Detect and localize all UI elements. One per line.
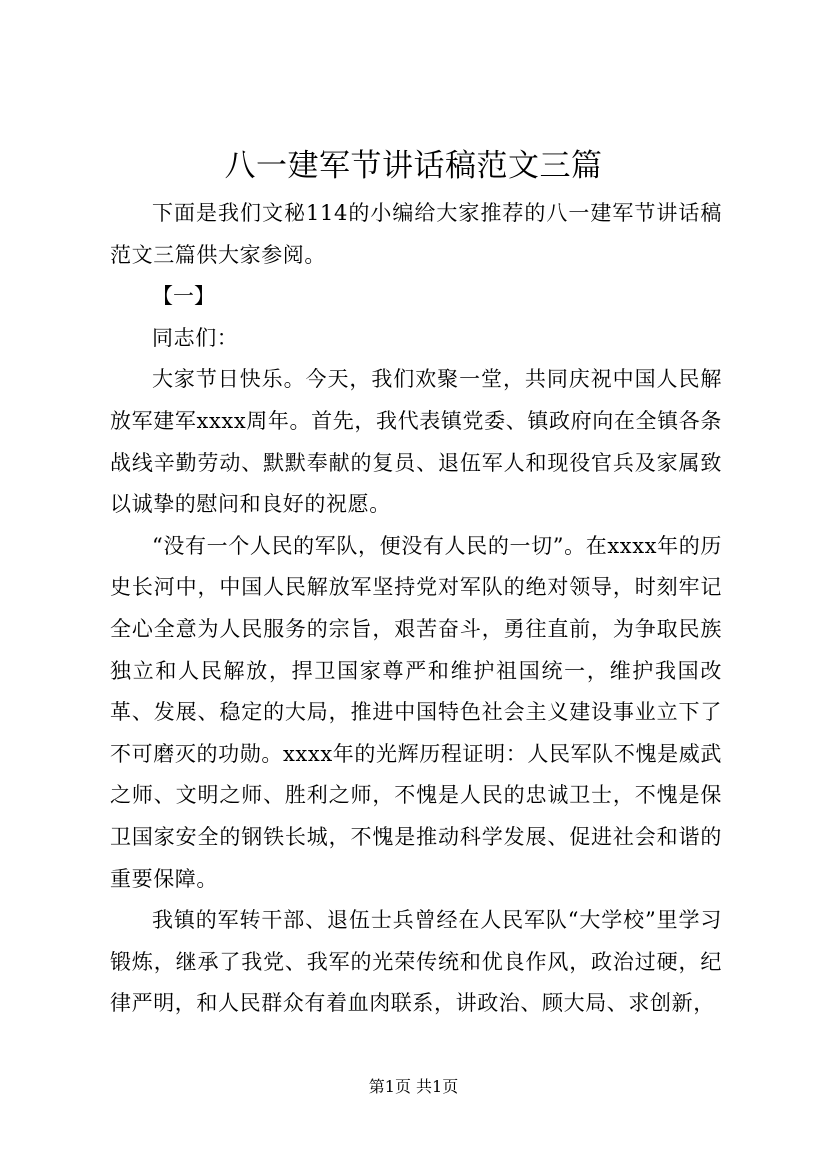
document-title: 八一建军节讲话稿范文三篇	[224, 148, 603, 184]
salutation: 同志们：	[152, 325, 239, 350]
body-paragraph: 我镇的军转干部、退伍士兵曾经在人民军队“大学校”里学习锻炼，继承了我党、我军的光荣传统和优良作风，政治过硬，纪律严明，和人民群众有着血肉联系，讲政治、顾大局、求创新，	[110, 908, 722, 1016]
body-paragraph: “没有一个人民的军队，便没有人民的一切”。在xxxx年的历史长河中，中国人民解放军坚持党对军队的绝对领导，时刻牢记全心全意为人民服务的宗旨，艰苦奋斗，勇往直前，为争取民族独立和人民解放，捍卫国家尊严和维护祖国统一，维护我国改革、发展、稳定的大局，推进中国特色社会主义建设事业立下了不可磨灭的功勋。xxxx年的光辉历程证明：人民军队不愧是威武之师、文明之师、胜利之师，不愧是人民的忠诚卫士，不愧是保卫国家安全的钢铁长城，不愧是推动科学发展、促进社会和谐的重要保障。	[110, 533, 722, 891]
document-body	[110, 193, 722, 1025]
intro-paragraph: 下面是我们文秘114的小编给大家推荐的八一建军节讲话稿范文三篇供大家参阅。	[110, 201, 722, 267]
page-footer: 第1页 共1页	[368, 1077, 459, 1096]
body-paragraph: 大家节日快乐。今天，我们欢聚一堂，共同庆祝中国人民解放军建军xxxx周年。首先，我代表镇党委、镇政府向在全镇各条战线辛勤劳动、默默奉献的复员、退伍军人和现役官兵及家属致以诚挚的慰问和良好的祝愿。	[110, 367, 722, 517]
section-heading: 【一】	[152, 284, 215, 309]
